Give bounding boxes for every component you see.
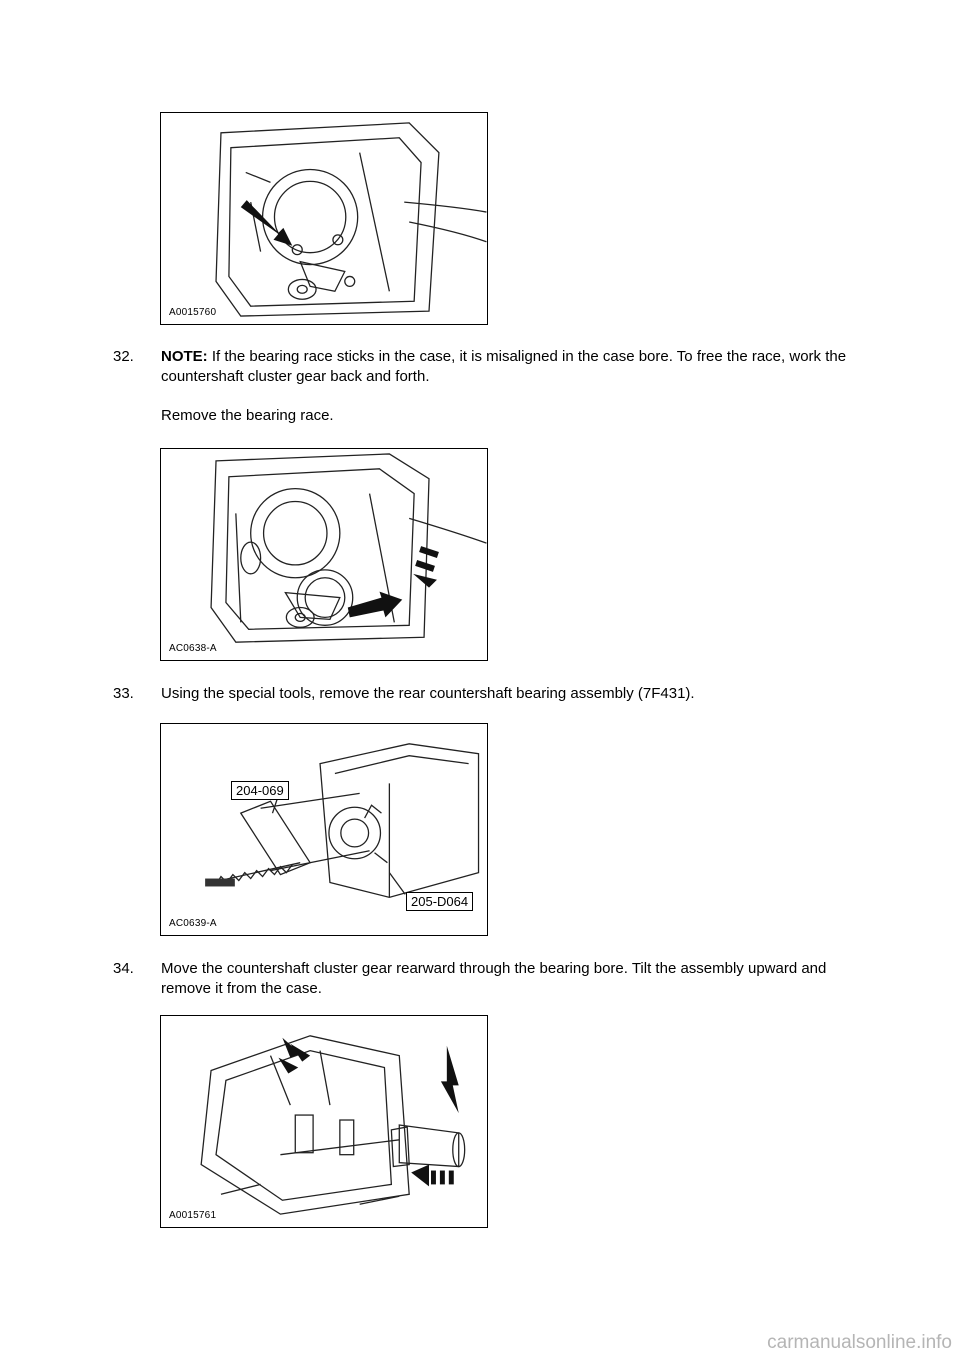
step-32 — [113, 347, 853, 387]
figure-a0015761 — [160, 1015, 488, 1228]
step-body: Move the countershaft cluster gear rearward through the bearing bore. Tilt the assembly upward and remove it from the case. — [161, 960, 827, 997]
note-label: NOTE: — [161, 348, 208, 365]
step-34 — [113, 959, 853, 999]
watermark: carmanualsonline.info — [767, 1332, 952, 1353]
transmission-case-bolts-illustration — [161, 113, 487, 324]
step-number: 32. — [113, 348, 134, 365]
bearing-race-removal-illustration — [161, 449, 487, 660]
figure-ac0638-a — [160, 448, 488, 661]
figure-a0015760 — [160, 112, 488, 325]
countershaft-cluster-gear-illustration — [161, 1016, 487, 1227]
step-33 — [113, 684, 853, 704]
step-body — [161, 347, 853, 387]
tool-callout-205-d064: 205-D064 — [406, 892, 473, 911]
figure-ac0639-a — [160, 723, 488, 936]
tool-callout-204-069: 204-069 — [231, 781, 289, 800]
figure-id: AC0639-A — [169, 918, 217, 929]
figure-id: AC0638-A — [169, 643, 217, 654]
figure-id: A0015761 — [169, 1210, 217, 1221]
figure-id: A0015760 — [169, 307, 217, 318]
note-text: If the bearing race sticks in the case, it is misaligned in the case bore. To free the race, work the countershaft cluster gear back and forth. — [161, 348, 847, 385]
step-number: 34. — [113, 960, 134, 977]
step-32-action: Remove the bearing race. — [161, 407, 334, 424]
step-body: Using the special tools, remove the rear countershaft bearing assembly (7F431). — [161, 685, 695, 702]
step-number: 33. — [113, 685, 134, 702]
